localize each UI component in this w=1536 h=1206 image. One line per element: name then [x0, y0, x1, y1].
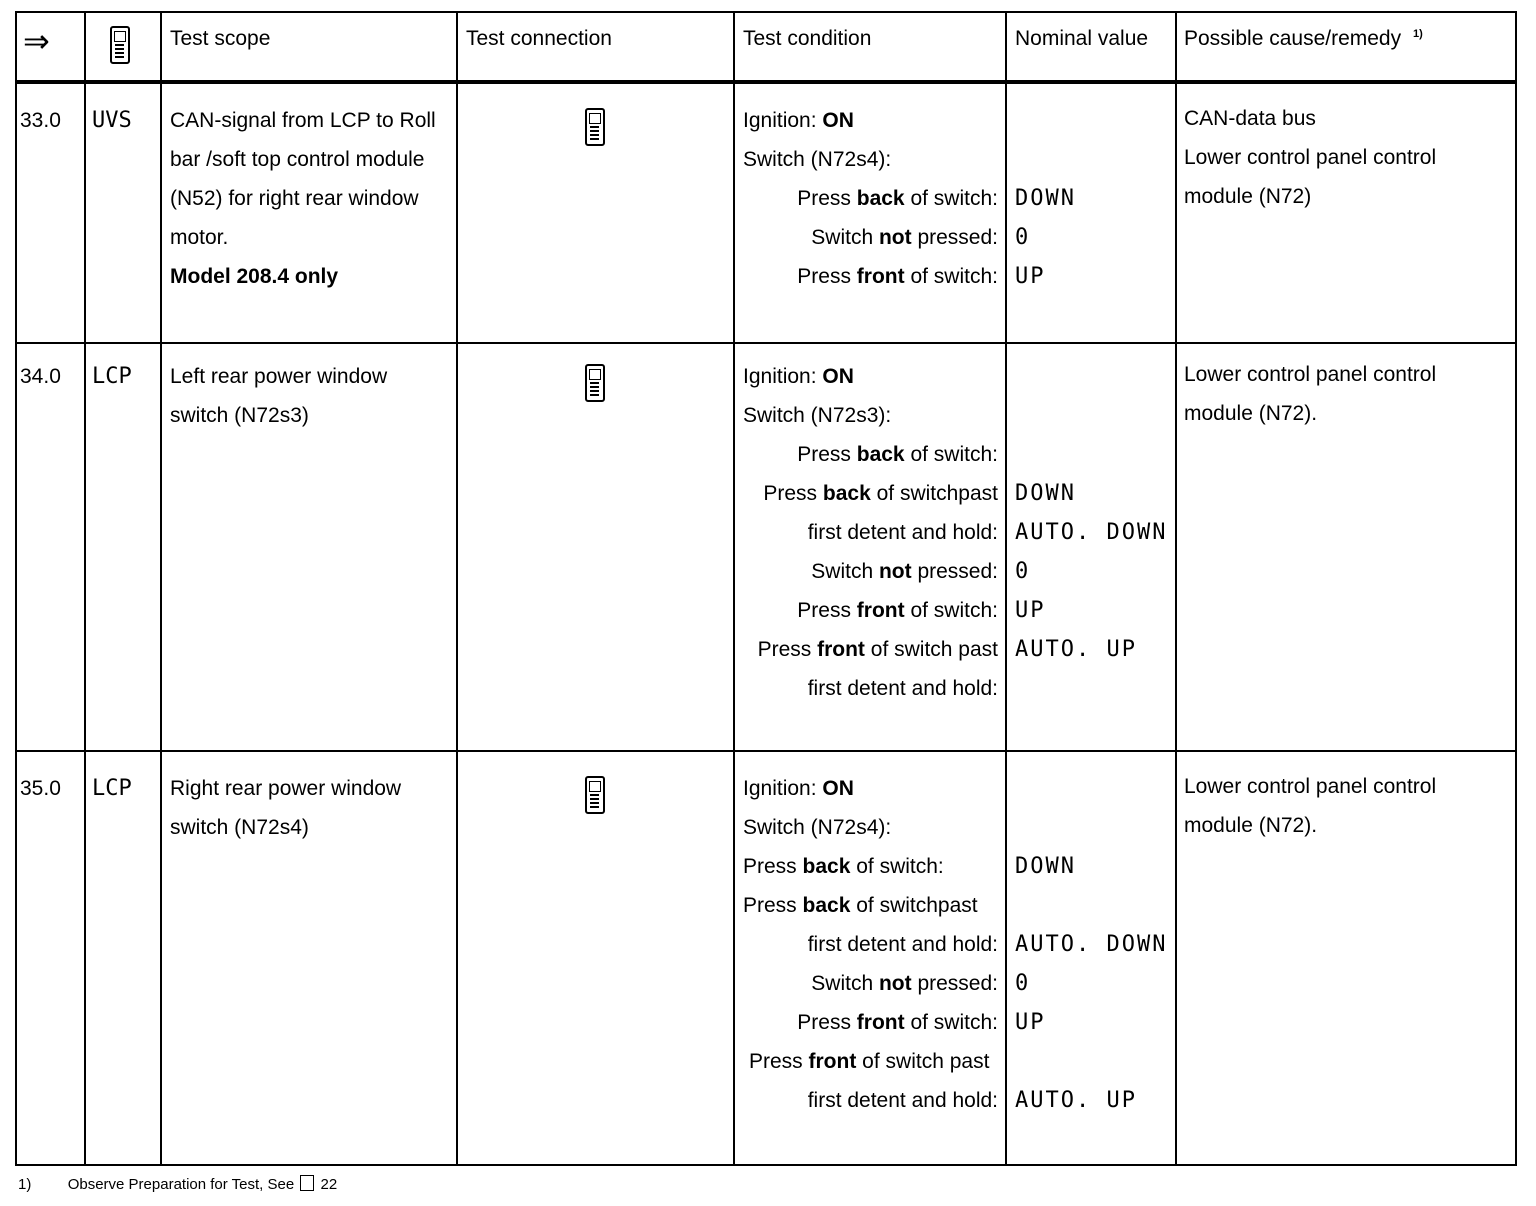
header-possible-cause-label: Possible cause/remedy — [1184, 27, 1402, 50]
condition-text: of switch: — [904, 265, 998, 288]
condition-text: of switch: — [904, 599, 998, 622]
condition-text: Press — [797, 1011, 857, 1034]
condition-bold: back — [856, 443, 905, 466]
condition-text: first detent and hold: — [807, 677, 998, 700]
ignition-value: ON — [822, 777, 854, 800]
footnote-number: 1) — [18, 1176, 32, 1193]
condition-bold: not — [878, 560, 912, 583]
condition-text: of switchpast — [850, 894, 978, 917]
condition-text: first detent and hold: — [807, 1089, 998, 1112]
condition-bold: back — [802, 855, 851, 878]
tester-icon — [110, 26, 130, 64]
step-number: 34.0 — [20, 365, 61, 388]
condition-line — [797, 179, 998, 218]
nominal-value: DOWN — [1015, 186, 1076, 211]
step-number: 35.0 — [20, 777, 61, 800]
condition-line — [808, 669, 998, 708]
condition-line — [811, 218, 998, 257]
condition-line — [743, 886, 978, 925]
condition-text: Press — [797, 265, 857, 288]
footnote-mark: 1) — [1412, 28, 1423, 40]
condition-text: Press — [757, 638, 818, 661]
nominal-value: AUTO. UP — [1015, 1088, 1137, 1113]
condition-bold: back — [822, 482, 871, 505]
nominal-value: AUTO. DOWN — [1015, 932, 1168, 957]
header-arrow: ⇒ — [23, 23, 50, 59]
nominal-value: DOWN — [1015, 854, 1076, 879]
module-code: LCP — [92, 776, 132, 801]
footnote-text: Observe Preparation for Test, See — [67, 1176, 295, 1193]
cause-line: module (N72) — [1184, 185, 1312, 208]
condition-line — [797, 257, 998, 296]
condition-text: of switch: — [904, 443, 998, 466]
cause-line: Lower control panel control — [1184, 775, 1437, 798]
cause-line: Lower control panel control — [1184, 146, 1437, 169]
condition-text: of switch past — [856, 1050, 990, 1073]
condition-line — [808, 1081, 998, 1120]
nominal-value: 0 — [1015, 559, 1031, 584]
test-scope-bold: Model 208.4 only — [170, 265, 339, 288]
header-test-condition: Test condition — [743, 27, 872, 50]
cause-line: CAN-data bus — [1184, 107, 1316, 130]
condition-bold: not — [878, 972, 912, 995]
condition-text: Press — [797, 443, 857, 466]
nominal-value: DOWN — [1015, 481, 1076, 506]
condition-text: of switch: — [904, 1011, 998, 1034]
nominal-value: AUTO. UP — [1015, 637, 1137, 662]
header-test-connection: Test connection — [466, 27, 612, 50]
book-reference-icon — [300, 1175, 314, 1191]
condition-bold: front — [817, 638, 865, 661]
ignition-condition — [743, 101, 854, 140]
test-scope-line: (N52) for right rear window — [170, 187, 419, 210]
module-code: LCP — [92, 364, 132, 389]
condition-line — [743, 847, 944, 886]
header-nominal-value: Nominal value — [1015, 27, 1149, 50]
condition-text: Press — [797, 187, 857, 210]
ignition-value: ON — [822, 365, 854, 388]
test-scope-line: CAN-signal from LCP to Roll — [170, 109, 436, 132]
condition-bold: front — [856, 265, 905, 288]
condition-bold: front — [856, 599, 905, 622]
condition-text: Switch — [811, 560, 879, 583]
test-scope-line: bar /soft top control module — [170, 148, 425, 171]
test-scope-line: motor. — [170, 226, 229, 249]
condition-line — [797, 1003, 998, 1042]
condition-line — [808, 925, 998, 964]
ignition-condition — [743, 357, 854, 396]
ignition-value: ON — [822, 109, 854, 132]
condition-text: of switch past — [864, 638, 998, 661]
ignition-label: Ignition: — [743, 365, 817, 388]
test-scope-line: switch (N72s4) — [170, 816, 309, 839]
cause-line: module (N72). — [1184, 814, 1318, 837]
condition-text: first detent and hold: — [807, 933, 998, 956]
condition-text: first detent and hold: — [807, 521, 998, 544]
condition-text: Switch — [811, 972, 879, 995]
tester-icon — [585, 108, 605, 146]
condition-line — [808, 513, 998, 552]
switch-label: Switch (N72s3): — [743, 404, 892, 427]
condition-line — [811, 552, 998, 591]
ignition-condition — [743, 769, 854, 808]
nominal-value: 0 — [1015, 225, 1031, 250]
ignition-label: Ignition: — [743, 777, 817, 800]
tester-icon — [585, 776, 605, 814]
condition-bold: front — [856, 1011, 905, 1034]
condition-text: of switch: — [850, 855, 944, 878]
condition-line — [763, 474, 998, 513]
condition-text: Press — [763, 482, 823, 505]
header-possible-cause — [1184, 27, 1423, 51]
tester-icon — [585, 364, 605, 402]
nominal-value: 0 — [1015, 971, 1031, 996]
switch-label: Switch (N72s4): — [743, 816, 892, 839]
condition-text: pressed: — [911, 226, 998, 249]
step-number: 33.0 — [20, 109, 61, 132]
nominal-value: AUTO. DOWN — [1015, 520, 1168, 545]
condition-text: Press — [743, 894, 803, 917]
switch-label: Switch (N72s4): — [743, 148, 892, 171]
condition-text: of switch: — [904, 187, 998, 210]
condition-text: Switch — [811, 226, 879, 249]
condition-text: of switchpast — [870, 482, 998, 505]
condition-line — [749, 1042, 989, 1081]
condition-line — [797, 435, 998, 474]
cause-line: module (N72). — [1184, 402, 1318, 425]
condition-text: Press — [743, 855, 803, 878]
condition-line — [758, 630, 998, 669]
condition-bold: back — [802, 894, 851, 917]
nominal-value: UP — [1015, 264, 1046, 289]
footnote — [18, 1175, 337, 1193]
condition-bold: front — [808, 1050, 857, 1073]
condition-text: Press — [749, 1050, 809, 1073]
nominal-value: UP — [1015, 1010, 1046, 1035]
module-code: UVS — [92, 108, 132, 133]
footnote-page: 22 — [320, 1176, 338, 1193]
condition-text: pressed: — [911, 972, 998, 995]
ignition-label: Ignition: — [743, 109, 817, 132]
condition-text: Press — [797, 599, 857, 622]
test-scope-line: switch (N72s3) — [170, 404, 309, 427]
header-test-scope: Test scope — [170, 27, 271, 50]
test-scope-line: Right rear power window — [170, 777, 402, 800]
cause-line: Lower control panel control — [1184, 363, 1437, 386]
condition-bold: back — [856, 187, 905, 210]
condition-bold: not — [878, 226, 912, 249]
condition-line — [811, 964, 998, 1003]
condition-text: pressed: — [911, 560, 998, 583]
test-scope-line: Left rear power window — [170, 365, 388, 388]
nominal-value: UP — [1015, 598, 1046, 623]
condition-line — [797, 591, 998, 630]
